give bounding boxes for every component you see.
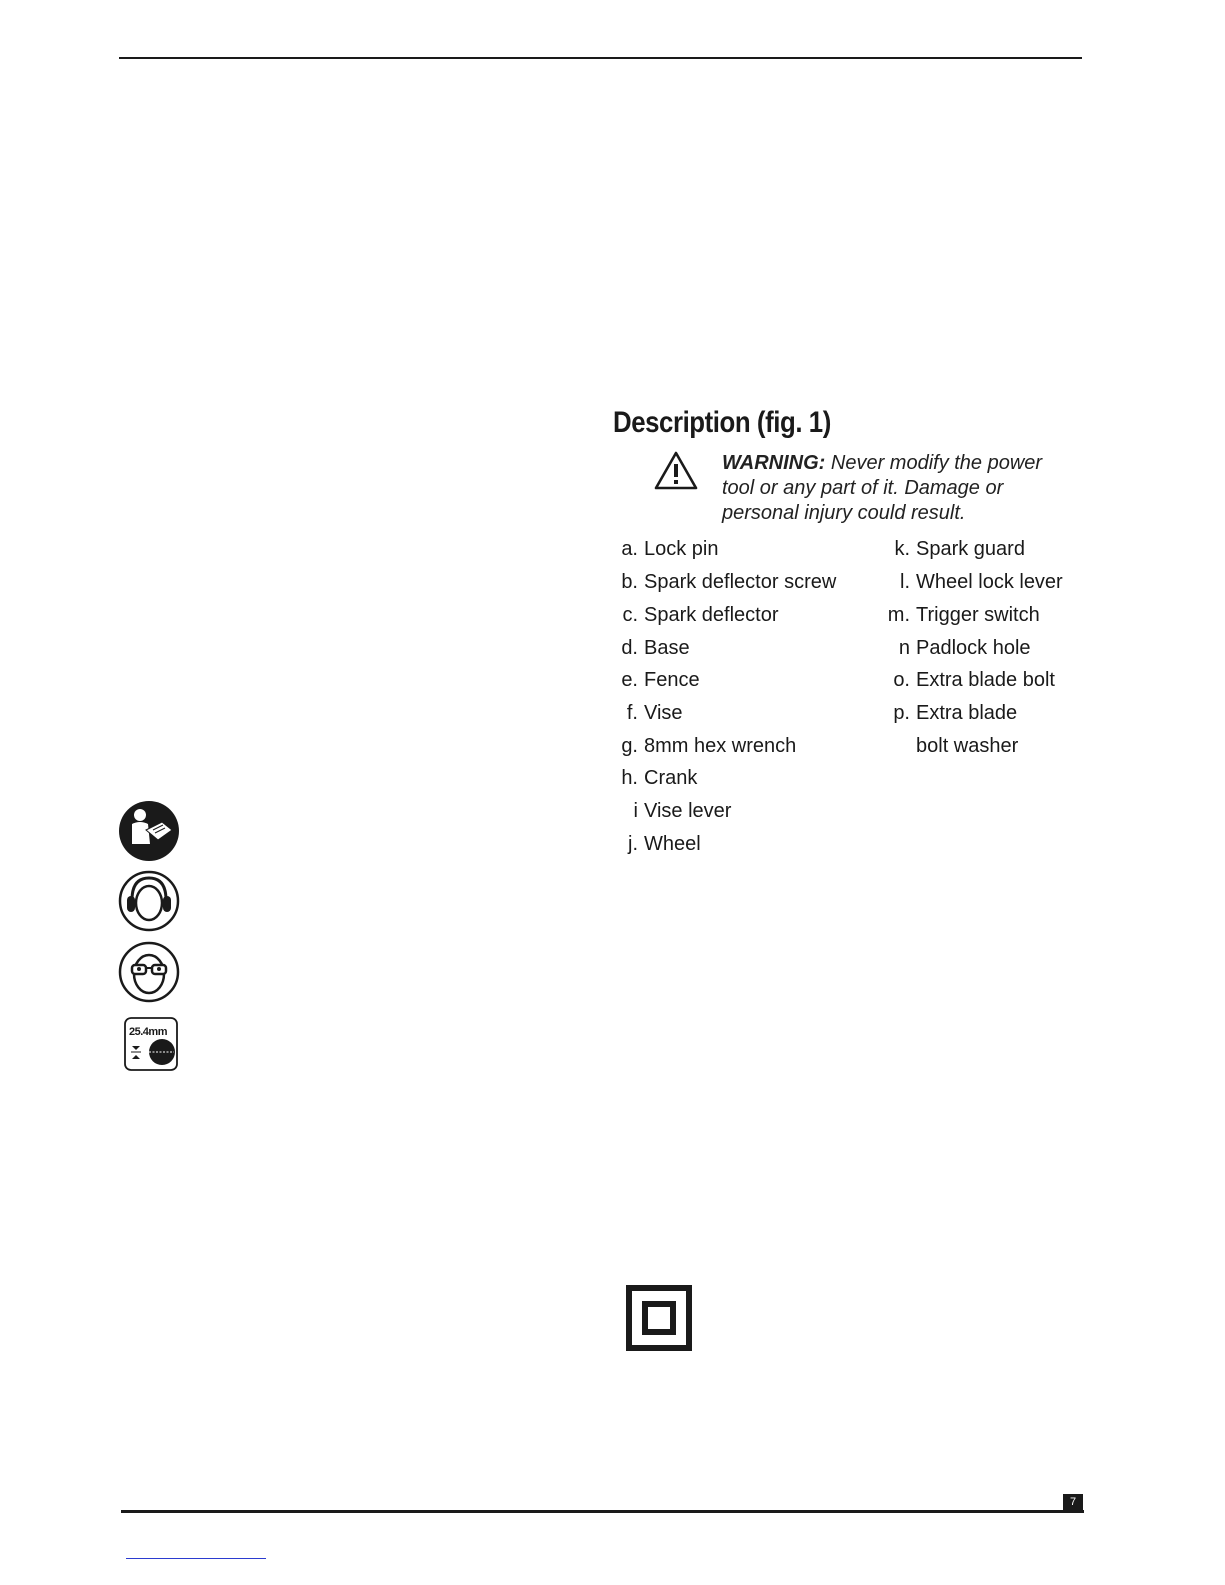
list-item [614,603,779,627]
footer-rule [121,1510,1084,1513]
item-letter: i [633,800,638,822]
page-number: 7 [1063,1494,1083,1510]
list-item [614,636,690,660]
item-name: 8mm hex wrench [644,735,797,757]
item-letter: d. [621,637,638,659]
item-name: Vise lever [644,800,732,822]
item-name: Fence [644,669,700,691]
item-name: bolt washer [916,735,1019,757]
list-item [614,799,731,823]
header-rule [119,57,1082,59]
item-name: Base [644,637,690,659]
list-item [886,537,1025,561]
eye-protection-icon [118,941,180,1003]
item-name: Wheel [644,833,701,855]
ear-protection-icon [118,870,180,932]
item-letter: f. [626,702,638,724]
item-letter: b. [621,571,638,593]
item-letter: p. [893,702,910,724]
list-item [614,570,836,594]
item-name: Spark deflector [644,604,779,626]
item-name: Spark guard [916,538,1025,560]
list-item [886,701,1017,725]
item-letter: j. [628,833,638,855]
item-letter: m. [887,604,910,626]
list-item [886,570,1063,594]
link-underline [126,1558,266,1559]
item-name: Extra blade bolt [916,669,1055,691]
item-letter: h. [621,767,638,789]
warning-message: Never modify the power tool or any part of it. Damage or personal injury could result. [722,452,1043,524]
item-name: Wheel lock lever [916,571,1063,593]
item-letter: o. [893,669,910,691]
double-insulation-icon [626,1285,692,1351]
item-letter: g. [621,735,638,757]
item-letter: a. [621,538,638,560]
list-item [886,636,1031,660]
warning-triangle-icon [653,450,699,492]
item-name: Trigger switch [916,604,1040,626]
list-item [614,537,719,561]
list-item [886,734,1018,758]
item-letter: n [898,637,910,659]
item-name: Extra blade [916,702,1018,724]
list-item [614,734,796,758]
read-manual-icon [118,800,180,862]
item-letter: e. [621,669,638,691]
item-name: Spark deflector screw [644,571,837,593]
item-name: Padlock hole [916,637,1031,659]
list-item [614,766,697,790]
item-letter: k. [894,538,910,560]
list-item [614,701,683,725]
item-name: Vise [644,702,683,724]
list-item [886,668,1055,692]
arbor-size-label: 25.4mm [129,1026,167,1038]
list-item [614,668,700,692]
arbor-size-icon [124,1017,178,1071]
item-letter: c. [622,604,638,626]
warning-text [722,451,1072,526]
list-item [614,832,701,856]
item-letter: l. [900,571,910,593]
warning-label: WARNING: [722,452,826,474]
list-item [886,603,1040,627]
item-name: Lock pin [644,538,719,560]
section-title: Description (fig. 1) [613,406,831,439]
item-name: Crank [644,767,698,789]
